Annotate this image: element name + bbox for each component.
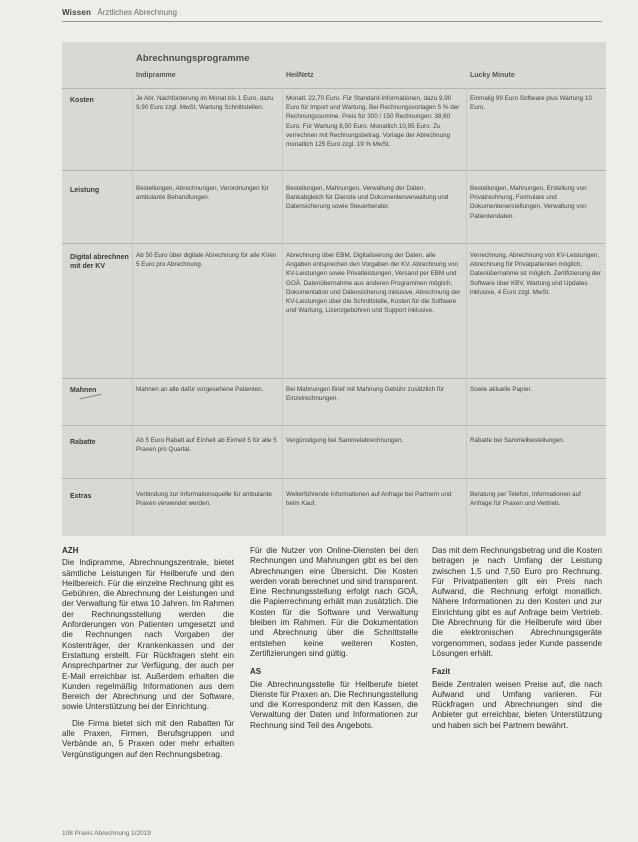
row-label: Extras (70, 493, 92, 500)
table-cell: Monatl. 22,70 Euro. Für Standard-Informationen, dazu 9,90 Euro für Import und Wartung. Bei Rechnungsvorlagen 5 % der Rechnungssumme. Preis für 300 / 150 Rechnungen: 38,60 Euro. Für Wartung 8,50 Euro. Monatlich 10,95 Euro. Zu verrechnen mit Rechnungsbetrag. Vorlage der Abrechnung monatlich 125 Euro zzgl. 19 % MwSt. (286, 95, 460, 149)
paragraph: Die Abrechnungsstelle für Heilberufe bietet Dienste für Praxen an. Die Rechnungsstellung und die Korrespondenz mit den Kassen, die Verwaltung der Daten und Informationen zur Rechnung sind Teil des Angebots. (250, 679, 418, 730)
table-cell: Sowie aktuelle Papier. (470, 386, 532, 393)
row-divider (62, 378, 606, 379)
header-rule (62, 21, 602, 22)
topic-label: Ärztliches Abrechnung (97, 8, 177, 17)
table-cell: Bestellungen, Mahnungen, Erstellung von Privatrechnung, Formulare und Dokumentenerstellungen, Verwaltung von Patientendaten. (470, 185, 587, 220)
table-cell: Verbindung zur Informationsquelle für ambulante Praxen verwendet werden. (136, 491, 272, 508)
table-cell: Vergünstigung bei Sammelabrechnungen. (286, 437, 404, 444)
section-heading: AZH (62, 546, 79, 555)
row-divider (62, 170, 606, 171)
column-divider (466, 88, 467, 536)
table-cell: Bei Mahnungen Brief mit Mahnung Gebühr zusätzlich für Einzelrechnungen. (286, 386, 445, 403)
row-label: Digital abrechnen mit der KV (70, 254, 129, 270)
row-divider (62, 243, 606, 244)
paragraph: Die Firma bietet sich mit den Rabatten für alle Praxen, Firmen, Berufsgruppen und Verbände an, 5 Praxen oder mehr erhalten Vergünstigungen auf den Rechnungsbetrag. (62, 718, 234, 759)
article-column-2 (250, 546, 418, 731)
page-footer: 108 Praxis Abrechnung 1/2019 (62, 830, 151, 837)
row-divider (62, 425, 606, 426)
row-label: Leistung (70, 187, 100, 194)
section-heading: Fazit (432, 667, 451, 677)
section-label: Wissen (62, 8, 92, 17)
table-cell: Weiterführende Informationen auf Anfrage bei Partnern und beim Kauf. (286, 491, 452, 508)
table-cell: Rabatte bei Sammelbestellungen. (470, 437, 565, 444)
row-label: Rabatte (70, 439, 96, 446)
article-column-3 (432, 546, 602, 731)
section-heading: AS (250, 667, 262, 677)
table-title: Abrechnungsprogramme (136, 53, 250, 64)
column-header: HeilNetz (286, 72, 314, 79)
table-cell: Ab 50 Euro über digitale Abrechnung für alle KVen 5 Euro pro Abrechnung. (136, 252, 277, 269)
table-cell: Verrechnung, Abrechnung von KV-Leistungen, Abrechnung für Privatpatienten möglich, Datenübernahme ist möglich. Zertifizierung der Software über KBV, Wartung und Updates inklusive, 4 Euro zzgl. MwSt. (470, 252, 601, 296)
table-cell: Ab 5 Euro Rabatt auf Einheit ab Einheit 5 für alle 5 Praxen pro Quartal. (136, 437, 277, 454)
table-cell: Bestellungen, Abrechnungen, Verordnungen für ambulante Behandlungen. (136, 185, 269, 202)
table-cell: Abrechnung über EBM, Digitalisierung der Daten, alle Angaben entsprechen den Vorgaben der KV. Abrechnung von KV-Leistungen sowie Privatleistungen, Versand per EBM und GOÄ. Datenübernahme aus anderen Programmen möglich, Dokumentation und Datensicherung inklusive. Abrechnung der KV-Leistungen über die Schnittstelle, Kosten für die Software und Wartung, Lizenzgebühren und Support inklusive. (286, 252, 461, 315)
paragraph: Für die Nutzer von Online-Diensten bei den Rechnungen und Mahnungen gibt es bei den Abrechnungen eine Übersicht. Die Kosten werden vorab berechnet und sind transparent. Eine Rechnungsstellung erfolgt nach GOÄ, die Papierrechnung erhält man zusätzlich. Die Kosten für die Software und Verwaltung bleiben im Rahmen. Für die Dokumentation und Abrechnung über die Schnittstelle entstehen keine weiteren Kosten, Zertifizierungen sind gültig. (250, 546, 418, 658)
table-cell: Je Abr. Nachforderung im Monat bis 1 Euro, dazu 9,90 Euro zzgl. MwSt. Wartung Schnittstellen. (136, 95, 274, 112)
row-label: Mahnen (70, 387, 97, 394)
table-cell: Einmalig 99 Euro Software plus Wartung 10 Euro. (470, 95, 592, 112)
paragraph: Beide Zentralen weisen Preise auf, die nach Aufwand und Umfang variieren. Für Rückfragen und Abrechnungen sind die Anbieter gut erreichbar, bieten Unterstützung und haben sich bei Partnern bewährt. (432, 679, 602, 730)
row-divider (62, 88, 606, 89)
column-header: Indipramme (136, 72, 176, 79)
paragraph: Die Indipramme, Abrechnungszentrale, bietet sämtliche Leistungen für Heilberufe und den Heilbereich. Für die einzelne Rechnung gibt es Gebühren, die Abrechnung der Leistungen und der Verwaltung für etwa 10 Jahren. Im Rahmen der Rechnungsstellung werden die Anforderungen von Patienten umgesetzt und die Rechnungen nach Vorgaben der Kostenträger, der Krankenkassen und der Erstattung erstellt. Für Rückfragen steht ein Ansprechpartner zur Verfügung, der auch per E-Mail erreichbar ist. Außerdem erhalten die Kunden regelmäßig Informationen aus dem Bereich der Abrechnung und der Software, sowie Unterstützung bei der Einrichtung. (62, 558, 234, 712)
row-label: Kosten (70, 97, 94, 104)
column-header: Lucky Minute (470, 72, 515, 79)
column-divider (132, 88, 133, 536)
table-cell: Bestellungen, Mahnungen, Verwaltung der Daten, Bankabgleich für Dienste und Dokumentenverwaltung und Datensicherung sowie Steuerberater. (286, 185, 449, 211)
running-header (62, 8, 602, 22)
column-divider (282, 88, 283, 536)
table-cell: Mahnen an alle dafür vorgesehene Patienten. (136, 386, 264, 393)
row-divider (62, 478, 606, 479)
table-cell: Beratung per Telefon, Informationen auf Anfrage für Praxen und Vertrieb. (470, 491, 581, 508)
article-column-1 (62, 546, 234, 760)
paragraph: Das mit dem Rechnungsbetrag und die Kosten betragen je nach Umfang der Leistung zwischen 1,5 und 7,50 Euro pro Rechnung. Für Privatpatienten gilt ein Preis nach Aufwand, die Rechnung erfolgt monatlich. Nähere Informationen zu den Kosten und zur Einrichtung gibt es auf Anfrage beim Vertrieb. Die Abrechnung für die Heilberufe wird über die elektronischen Abrechnungsgeräte vorgenommen, sodass jeder Kunde passende Lösungen erhält. (432, 546, 602, 658)
